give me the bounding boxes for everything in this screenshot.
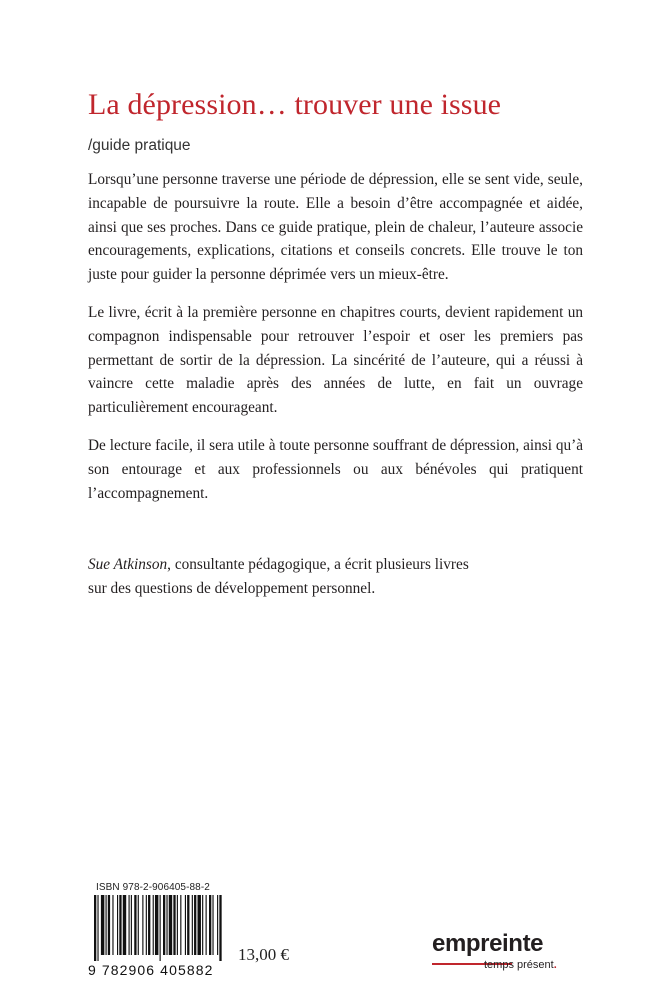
publisher-tagline: temps présent. bbox=[484, 959, 557, 971]
barcode-bar bbox=[160, 895, 161, 961]
barcode-bar bbox=[129, 895, 130, 955]
barcode-bar bbox=[138, 895, 139, 955]
barcode bbox=[90, 893, 230, 961]
barcode-bar bbox=[209, 895, 211, 955]
barcode-bar bbox=[117, 895, 118, 955]
barcode-bar bbox=[94, 895, 96, 961]
barcode-bar bbox=[198, 895, 201, 955]
barcode-bar bbox=[153, 895, 154, 955]
barcode-bar bbox=[219, 895, 221, 961]
barcode-bar bbox=[119, 895, 121, 955]
barcode-bar bbox=[169, 895, 172, 955]
author-bio-line-2: sur des questions de développement personnel. bbox=[88, 579, 376, 597]
barcode-bar bbox=[101, 895, 104, 955]
barcode-bar bbox=[142, 895, 143, 955]
barcode-bar bbox=[166, 895, 167, 955]
barcode-bar bbox=[112, 895, 113, 955]
isbn-label: ISBN 978-2-906405-88-2 bbox=[96, 882, 210, 893]
barcode-bar bbox=[173, 895, 175, 955]
barcode-bar bbox=[192, 895, 193, 955]
barcode-bar bbox=[134, 895, 136, 955]
page-title: La dépression… trouver une issue bbox=[88, 88, 502, 121]
barcode-bar bbox=[206, 895, 207, 955]
barcode-bar bbox=[217, 895, 218, 955]
barcode-bar bbox=[202, 895, 203, 955]
barcode-bar bbox=[177, 895, 178, 955]
barcode-bar bbox=[131, 895, 132, 955]
barcode-bar bbox=[106, 895, 107, 955]
blurb-paragraph-2: Le livre, écrit à la première personne en chapitres courts, devient rapidement un compagnon indispensable pour retrouver l’espoir et oser les premiers pas permettant de sortir de la dépression. La sincérité de l’auteure, qui a réussi à vaincre cette maladie après des années de lutte, en fait un ouvrage particulièrement encourageant. bbox=[88, 303, 583, 417]
barcode-bar bbox=[108, 895, 110, 955]
publisher-logo bbox=[432, 930, 572, 971]
blurb bbox=[88, 168, 583, 519]
barcode-bar bbox=[212, 895, 213, 955]
barcode-bar bbox=[148, 895, 150, 955]
barcode-bar bbox=[180, 895, 181, 955]
author-bio-line-1: , consultante pédagogique, a écrit plusieurs livres bbox=[167, 556, 469, 573]
blurb-paragraph-1: Lorsqu’une personne traverse une période de dépression, elle se sent vide, seule, incapable de poursuivre la route. Elle a besoin d’être accompagnée et aidée, ainsi que ses proches. Dans ce guide pratique, plein de chaleur, l’auteure associe encouragements, explications, citations et conseils concrets. Elle trouve le ton juste pour guider la personne déprimée vers un mieux-être. bbox=[88, 171, 583, 284]
author-name: Sue Atkinson bbox=[88, 556, 168, 573]
barcode-bar bbox=[194, 895, 196, 955]
barcode-bar bbox=[155, 895, 158, 955]
barcode-bar bbox=[163, 895, 165, 955]
barcode-bar bbox=[185, 895, 186, 955]
blurb-paragraph-3: De lecture facile, il sera utile à toute personne souffrant de dépression, ainsi qu’à son entourage et aux professionnels ou aux bénévoles qui pratiquent l’accompagnement. bbox=[88, 436, 583, 502]
author-bio bbox=[88, 553, 583, 601]
barcode-bar bbox=[97, 895, 98, 961]
barcode-bar bbox=[146, 895, 147, 955]
page-subtitle: /guide pratique bbox=[88, 137, 191, 154]
price: 13,00 € bbox=[238, 945, 289, 964]
barcode-bar bbox=[187, 895, 189, 955]
barcode-bar bbox=[123, 895, 126, 955]
publisher-name: empreinte bbox=[432, 930, 544, 957]
barcode-digits: 9 782906 405882 bbox=[88, 962, 214, 978]
